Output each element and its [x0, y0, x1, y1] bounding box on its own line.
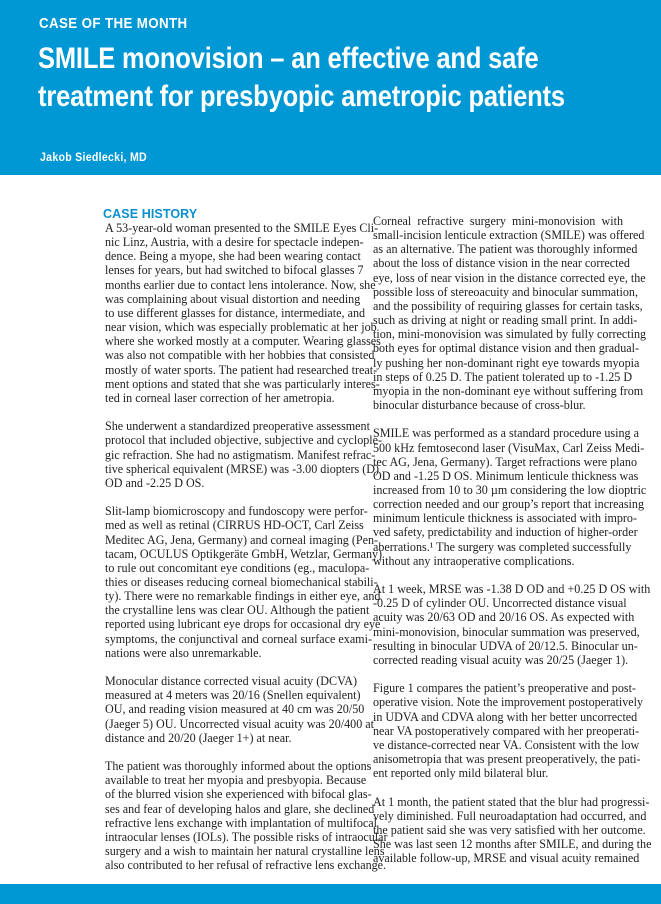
text-line: eye, loss of near vision in the distance corrected eye, the — [373, 270, 646, 285]
text-line: binocular disturbance because of cross-blur. — [373, 398, 586, 413]
text-line: ved safety, predictability and induction of higher-order — [373, 525, 638, 540]
text-line: about the loss of distance vision in the near corrected — [373, 256, 630, 271]
text-line: reported using lubricant eye drops for occasional dry eye — [105, 617, 381, 632]
text-line: Figure 1 compares the patient’s preoperative and post- — [373, 681, 636, 696]
body-paragraph — [105, 674, 374, 745]
text-line: tec AG, Jena, Germany). Target refractions were plano — [373, 454, 637, 469]
text-line: myopia in the non-dominant eye without suffering from — [373, 383, 644, 398]
text-line: correction needed and our group’s report that increasing — [373, 497, 644, 512]
text-line: protocol that included objective, subjective and cyclople- — [105, 433, 383, 448]
header-banner — [0, 0, 661, 175]
text-line: as an alternative. The patient was thoroughly informed — [373, 242, 638, 257]
text-line: At 1 month, the patient stated that the blur had progressi- — [373, 794, 650, 809]
text-line: intraocular lenses (IOLs). The possible risks of intraocular — [105, 829, 388, 844]
text-line: She underwent a standardized preoperative assessment — [105, 419, 370, 434]
text-line: aberrations.¹ The surgery was completed successfully — [373, 539, 632, 554]
title-line: SMILE monovision – an effective and safe — [38, 42, 539, 75]
text-line: gic refraction. She had no astigmatism. Manifest refrac- — [105, 447, 376, 462]
text-line: mostly of water sports. The patient had researched treat- — [105, 362, 378, 377]
text-line: measured at 4 meters was 20/16 (Snellen equivalent) — [105, 688, 361, 703]
text-line: thies or diseases reducing corneal biomechanical stabili- — [105, 574, 378, 589]
text-line: without any intraoperative complications. — [373, 553, 575, 568]
text-line: ment options and stated that she was particularly interes- — [105, 376, 380, 391]
footer-band — [0, 884, 661, 904]
text-line: possible loss of stereoacuity and binocular summation, — [373, 284, 639, 299]
text-line: She was last seen 12 months after SMILE, and during the — [373, 837, 652, 851]
text-line: refractive lens exchange with implantation of multifocal — [105, 815, 378, 830]
body-paragraph — [105, 759, 388, 873]
text-line: ly pushing her non-dominant right eye towards myopia — [373, 355, 640, 370]
section-heading: CASE HISTORY — [103, 207, 198, 221]
text-line: OU, and reading vision measured at 40 cm was 20/50 — [105, 702, 365, 717]
text-line: resulting in binocular UDVA of 20/12.5. Binocular un- — [373, 638, 638, 653]
text-line: to rule out concomitant eye conditions (eg., maculopa- — [105, 560, 370, 575]
text-line: ted in corneal laser correction of her ametropia. — [105, 390, 335, 405]
text-line: mini-monovision, binocular summation was preserved, — [373, 624, 640, 639]
title-line: treatment for presbyopic ametropic patients — [38, 80, 565, 113]
text-line: (Jaeger 5) OU. Uncorrected visual acuity was 20/400 at — [105, 716, 374, 731]
text-line: ses and fear of developing halos and glare, she declined — [105, 801, 375, 816]
text-line: Meditec AG, Jena, Germany) and corneal imaging (Pen- — [105, 532, 379, 547]
text-line: available follow-up, MRSE and visual acuity remained — [373, 851, 640, 866]
text-line: small-incision lenticule extraction (SMILE) was offered — [373, 228, 645, 243]
text-line: was complaining about visual distortion and needing — [105, 291, 361, 306]
text-line: also contributed to her refusal of refractive lens exchange. — [105, 858, 387, 873]
text-line: to use different glasses for distance, intermediate, and — [105, 305, 366, 320]
text-line: 500 kHz femtosecond laser (VisuMax, Carl Zeiss Medi- — [373, 440, 645, 455]
text-line: SMILE was performed as a standard procedure using a — [373, 426, 639, 441]
text-line: tacam, OCULUS Optikgeräte GmbH, Wetzlar, Germany) — [105, 546, 383, 561]
text-line: vely diminished. Full neuroadaptation had occurred, and — [373, 808, 647, 823]
text-line: was also not compatible with her hobbies that consisted — [105, 348, 375, 363]
text-line: in steps of 0.25 D. The patient tolerated up to -1.25 D — [373, 369, 633, 384]
text-line: anisometropia that was present preoperatively, the pati- — [373, 752, 641, 767]
text-line: where she worked mostly at a computer. Wearing glasses — [105, 334, 381, 349]
right-paragraphs — [373, 214, 652, 866]
text-line: nic Linz, Austria, with a desire for spectacle indepen- — [105, 235, 364, 250]
text-line: and the possibility of requiring glasses for certain tasks, — [373, 298, 643, 313]
text-line: OD and -1.25 D OS. Minimum lenticule thickness was — [373, 468, 639, 483]
body-paragraph — [105, 504, 383, 660]
body-paragraph — [373, 681, 644, 781]
text-line: ty). There were no remarkable findings in either eye, and — [105, 589, 381, 604]
right-column — [373, 214, 652, 880]
text-line: corrected reading visual acuity was 20/25 (Jaeger 1). — [373, 652, 629, 667]
body-paragraph — [105, 419, 383, 490]
text-line: A 53-year-old woman presented to the SMILE Eyes Cli- — [105, 221, 379, 235]
body-paragraph — [373, 426, 647, 568]
text-line: both eyes for optimal distance vision and then gradual- — [373, 341, 639, 356]
text-line: At 1 week, MRSE was -1.38 D OD and +0.25 D OS with — [373, 582, 651, 597]
body-paragraph — [373, 794, 652, 866]
body-paragraph — [105, 221, 381, 405]
text-line: Monocular distance corrected visual acuity (DCVA) — [105, 674, 357, 689]
text-line: increased from 10 to 30 µm considering the low dioptric — [373, 483, 647, 497]
text-line: surgery and a wish to maintain her natural crystalline lens — [105, 844, 385, 858]
text-line: -0.25 D of cylinder OU. Uncorrected distance visual — [373, 596, 627, 611]
text-line: acuity was 20/63 OD and 20/16 OS. As expected with — [373, 610, 635, 625]
text-line: symptoms, the conjunctival and corneal surface exami- — [105, 631, 372, 646]
text-line: tion, mini-monovision was simulated by fully correcting — [373, 327, 647, 342]
text-line: the crystalline lens was clear OU. Although the patient — [105, 603, 370, 618]
text-line: The patient was thoroughly informed about the options — [105, 759, 372, 774]
body-paragraph — [373, 214, 647, 413]
text-line: distance and 20/20 (Jaeger 1+) at near. — [105, 730, 292, 745]
text-line: tive spherical equivalent (MRSE) was -3.00 diopters (D) — [105, 461, 380, 476]
text-line: lenses for years, but had switched to bifocal glasses 7 — [105, 263, 364, 278]
body-paragraph — [373, 582, 651, 667]
text-line: minimum lenticule thickness is associated with impro- — [373, 511, 638, 526]
text-line: Corneal refractive surgery mini-monovision with — [373, 214, 623, 228]
text-line: OD and -2.25 D OS. — [105, 475, 205, 490]
text-line: months earlier due to contact lens intolerance. Now, she — [105, 277, 376, 292]
text-line: available to treat her myopia and presbyopia. Because — [105, 773, 367, 788]
text-line: med as well as retinal (CIRRUS HD-OCT, Carl Zeiss — [105, 518, 364, 533]
article-title — [38, 40, 565, 116]
section-kicker: CASE OF THE MONTH — [39, 16, 188, 32]
text-line: in UDVA and CDVA along with her better uncorrected — [373, 709, 638, 724]
text-line: nations were also unremarkable. — [105, 645, 262, 660]
text-line: dence. Being a myope, she had been wearing contact — [105, 249, 361, 264]
text-line: operative vision. Note the improvement postoperatively — [373, 695, 644, 710]
author-byline: Jakob Siedlecki, MD — [40, 152, 147, 164]
text-line: ve distance-corrected near VA. Consistent with the low — [373, 737, 640, 752]
text-line: the patient said she was very satisfied with her outcome. — [373, 822, 646, 837]
text-line: near VA postoperatively compared with her preoperati- — [373, 723, 640, 738]
left-paragraphs — [105, 221, 388, 873]
text-line: ent reported only mild bilateral blur. — [373, 766, 549, 781]
left-column — [103, 207, 388, 887]
text-line: Slit-lamp biomicroscopy and fundoscopy were perfor- — [105, 504, 368, 519]
text-line: of the blurred vision she experienced with bifocal glas- — [105, 787, 372, 802]
text-line: near vision, which was especially problematic at her job — [105, 320, 377, 335]
text-line: such as driving at night or reading small print. In addi- — [373, 313, 638, 328]
